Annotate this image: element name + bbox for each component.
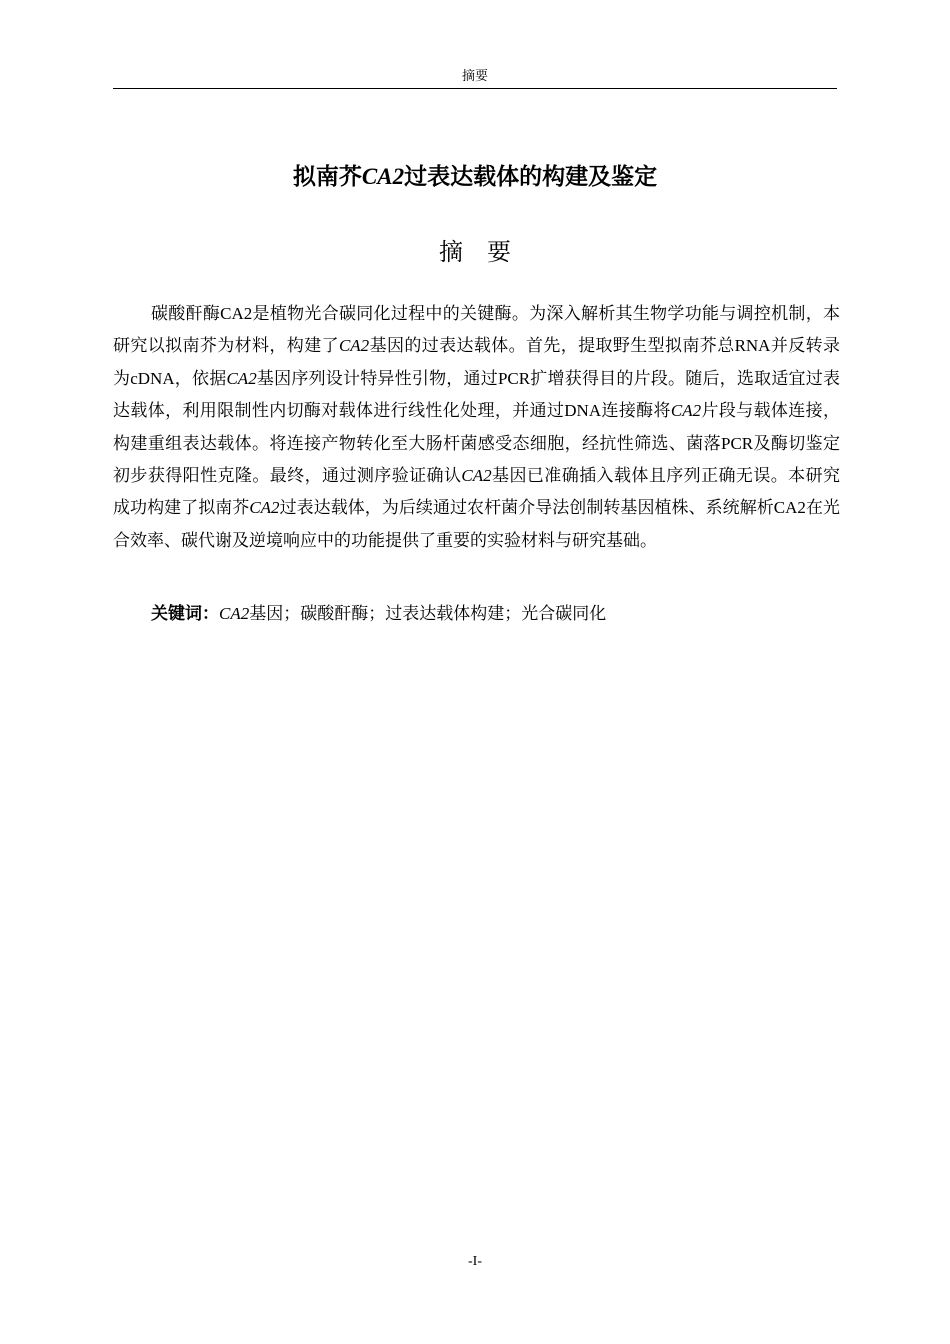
- abstract-segment: 基因的过表达载体。首先，提取野生型拟南芥总RNA并反转录为cDNA，依据: [113, 336, 840, 388]
- abstract-segment: 过表达载体，为后续通过农杆菌介导法创制转基因植株、系统解析CA2在光合效率、碳代谢及逆境响应中的功能提供了重要的实验材料与研究基础。: [113, 498, 840, 550]
- abstract-gene-name: CA2: [338, 336, 370, 356]
- abstract-gene-name: CA2: [226, 368, 257, 388]
- keywords-list: 基因；碳酸酐酶；过表达载体构建；光合碳同化: [249, 604, 607, 623]
- abstract-segment: 基因已准确插入载体且序列正确无误。本研究成功构建了拟南芥: [113, 466, 841, 518]
- abstract-gene-name: CA2: [249, 498, 280, 518]
- title-gene-name: CA2: [361, 164, 405, 189]
- title-suffix: 过表达载体的构建及鉴定: [404, 164, 658, 190]
- abstract-segment: 碳酸酐酶CA2是植物光合碳同化过程中的关键酶。为深入解析其生物学功能与调控机制，本研究以拟南芥为材料，构建了: [113, 304, 840, 356]
- keywords-line: [113, 598, 837, 630]
- abstract-gene-name: CA2: [670, 401, 702, 421]
- keywords-gene-name: CA2: [219, 604, 250, 623]
- abstract-gene-name: CA2: [461, 466, 492, 486]
- abstract-heading: 摘要: [439, 238, 535, 266]
- running-header: 摘要: [113, 66, 837, 89]
- page-number: -I-: [468, 1254, 482, 1269]
- title-prefix: 拟南芥: [292, 164, 362, 190]
- abstract-segment: 基因序列设计特异性引物，通过PCR扩增获得目的片段。随后，选取适宜过表达载体，利用限制性内切酶对载体进行线性化处理，并通过DNA连接酶将: [113, 368, 840, 421]
- abstract-segment: 片段与载体连接，构建重组表达载体。将连接产物转化至大肠杆菌感受态细胞，经抗性筛选、菌落PCR及酶切鉴定初步获得阳性克隆。最终，通过测序验证确认: [113, 401, 840, 486]
- abstract-body: [113, 298, 840, 557]
- keywords-label: 关键词：: [151, 604, 219, 623]
- paper-title: [113, 160, 837, 194]
